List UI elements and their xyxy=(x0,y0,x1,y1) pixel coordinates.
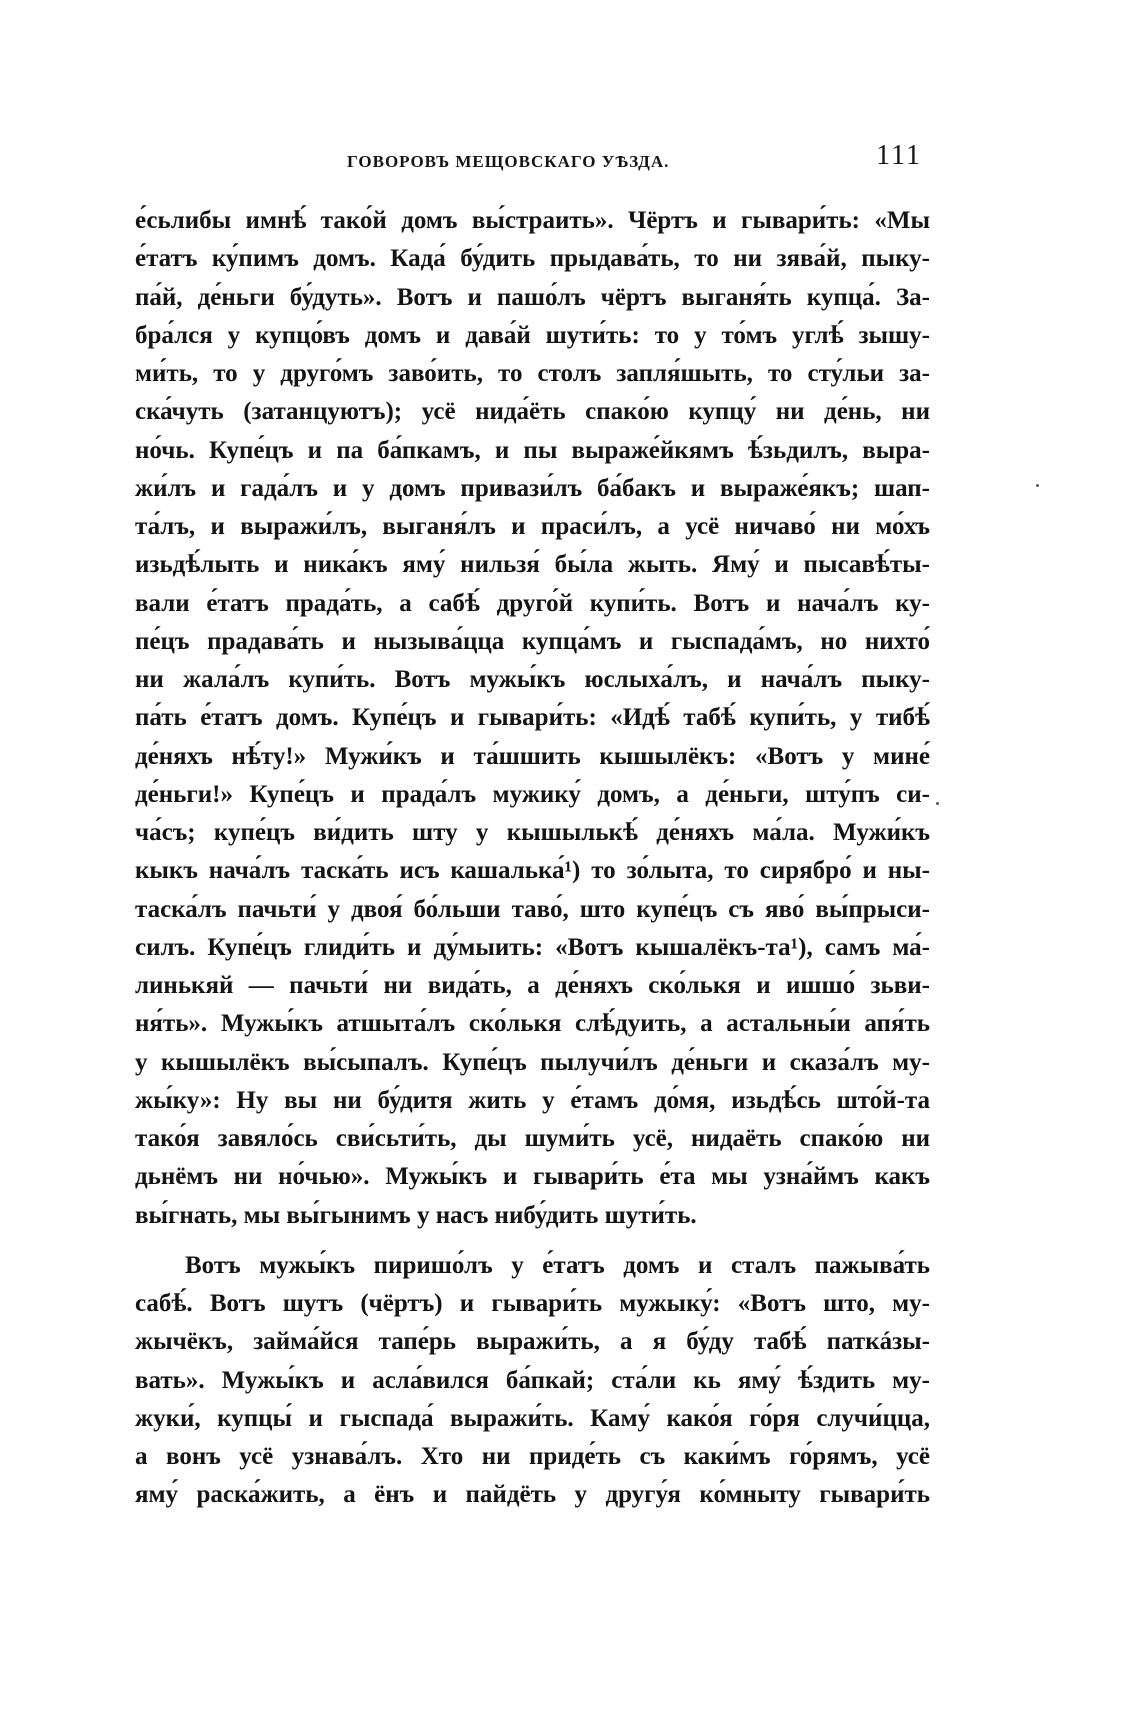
text-line: де́няхъ нѣ́ту!» Мужи́къ и та́шшить кышылёкъ: «Вотъ у мине́ xyxy=(135,742,930,770)
paper-speck xyxy=(1036,484,1039,487)
text-line: силъ. Купе́цъ глиди́ть и ду́мыить: «Вотъ кышалёкъ-та¹), самъ ма́- xyxy=(135,933,930,961)
text-line: па́ть е́татъ домъ. Купе́цъ и гывари́ть: «Идѣ́ табѣ́ купи́ть, у тибѣ́ xyxy=(135,704,930,732)
text-line: но́чь. Купе́цъ и па ба́пкамъ, и пы выраже́йкямъ ѣ́зьдилъ, выра- xyxy=(135,436,930,464)
text-line: у кышылёкъ вы́сыпалъ. Купе́цъ пылучи́лъ де́ньги и сказа́лъ му- xyxy=(135,1048,930,1076)
running-head xyxy=(135,140,930,180)
paragraph-1 xyxy=(135,202,930,1235)
text-line: а вонъ усё узнава́лъ. Хто ни приде́ть съ каки́мъ го́рямъ, усё xyxy=(135,1443,930,1470)
text-line: бра́лся у купцо́въ домъ и дава́й шути́ть: то у то́мъ углѣ́ зышу- xyxy=(135,321,930,349)
text-line: линькяй — пачьти́ ни вида́ть, а де́няхъ ско́лькя и ишшо́ зьви- xyxy=(135,972,930,999)
text-line: тако́я завяло́сь сви́сьти́ть, ды шуми́ть усё, нидаёть спако́ю ни xyxy=(135,1125,930,1152)
text-line: жуки́, купцы́ и гыспада́ выражи́ть. Каму́ како́я го́ря случи́цца, xyxy=(135,1404,930,1432)
text-line: па́й, де́ньги бу́дуть». Вотъ и пашо́лъ чёртъ выганя́ть купца́. За- xyxy=(135,283,930,311)
text-line: Вотъ мужы́къ пиришо́лъ у е́татъ домъ и сталъ пажыва́ть xyxy=(185,1251,930,1279)
paper-speck xyxy=(936,802,939,805)
text-line: яму́ раска́жить, а ёнъ и пайдёть у другу́я ко́мныту гывари́ть xyxy=(135,1481,930,1509)
running-title: ГОВОРОВЪ МЕЩОВСКАГО УѢЗДА. xyxy=(347,152,670,171)
paragraph-2 xyxy=(135,1247,930,1515)
text-line: ни жала́лъ купи́ть. Вотъ мужы́къ юслыха́лъ, и нача́лъ пыку- xyxy=(135,666,930,693)
text-line: кыкъ нача́лъ таска́ть исъ кашалька́¹) то зо́лыта, то сирябро́ и ны- xyxy=(135,857,930,885)
text-line: дьнёмъ ни но́чью». Мужы́къ и гывари́ть е́та мы узна́ймъ какъ xyxy=(135,1163,930,1191)
text-line: пе́цъ прадава́ть и нызыва́цца купца́мъ и гыспада́мъ, но нихто́ xyxy=(135,627,930,655)
text-line: жы́ку»: Ну вы ни бу́дитя жить у е́тамъ до́мя, изьдѣ́сь што́й-та xyxy=(135,1086,930,1114)
text-line: та́лъ, и выражи́лъ, выганя́лъ и праси́лъ, а усё ничаво́ ни мо́хъ xyxy=(135,513,930,540)
text-line: ча́съ; купе́цъ ви́дить шту у кышылькѣ́ де́няхъ ма́ла. Мужи́къ xyxy=(135,819,930,846)
body-text xyxy=(135,202,930,1515)
text-line: изьдѣ́лыть и ника́къ яму́ нильзя́ бы́ла жыть. Яму́ и пысавѣ́ты- xyxy=(135,551,930,579)
text-line: е́сьлибы имнѣ́ тако́й домъ вы́страить». Чёртъ и гывари́ть: «Мы xyxy=(135,207,930,234)
page-number: 111 xyxy=(876,140,922,171)
paragraph-gap xyxy=(135,1235,930,1247)
text-line: таска́лъ пачьти́ у двоя́ бо́льши таво́, што купе́цъ съ яво́ вы́прыси- xyxy=(135,895,930,923)
text-line: ска́чуть (затанцуютъ); усё нида́ёть спако́ю купцу́ ни де́нь, ни xyxy=(135,398,930,426)
text-line: сабѣ́. Вотъ шутъ (чёртъ) и гывари́ть мужыку́: «Вотъ што, му- xyxy=(135,1290,930,1317)
text-line: вы́гнать, мы вы́гынимъ у насъ нибу́дить шути́ть. xyxy=(135,1201,697,1229)
text-line: вали е́татъ прада́ть, а сабѣ́ друго́й купи́ть. Вотъ и нача́лъ ку- xyxy=(135,589,930,617)
text-line: жычёкъ, займа́йся тапе́рь выражи́ть, а я бу́ду табѣ́ паткáзы- xyxy=(135,1328,930,1356)
text-line: жи́лъ и гада́лъ и у домъ привази́лъ ба́бакъ и выраже́якъ; шап- xyxy=(135,474,930,502)
text-line: ми́ть, то у друго́мъ заво́ить, то столъ запля́шыть, то сту́льи за- xyxy=(135,360,930,387)
text-line: ня́ть». Мужы́къ атшыта́лъ ско́лькя слѣ́дуить, а астальны́и апя́ть xyxy=(135,1010,930,1038)
text-line: вать». Мужы́къ и асла́вился ба́пкай; ста́ли кь яму́ ѣ́здить му- xyxy=(135,1366,930,1394)
text-line: е́татъ ку́пимъ домъ. Када́ бу́дить прыдава́ть, то ни зява́й, пыку- xyxy=(135,245,930,273)
text-line: де́ньги!» Купе́цъ и прада́лъ мужику́ домъ, а де́ньги, шту́пъ си- xyxy=(135,780,930,808)
